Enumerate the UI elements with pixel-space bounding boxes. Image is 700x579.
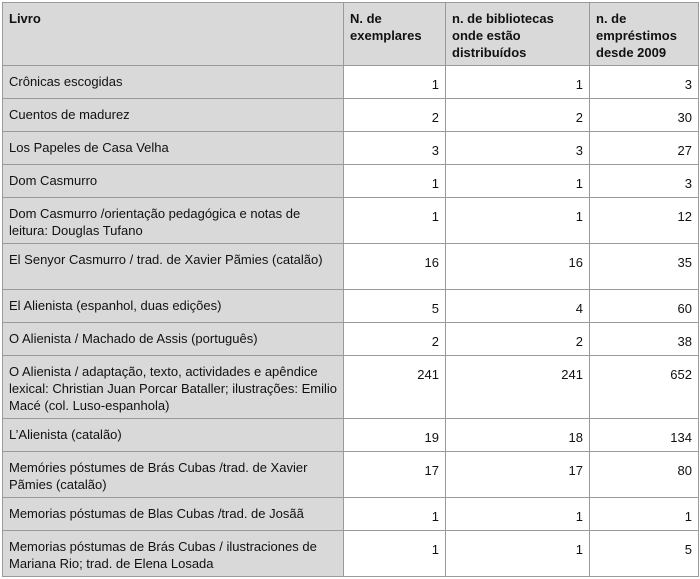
header-libraries: n. de bibliotecas onde estão distribuídos	[446, 3, 590, 66]
loans-count: 12	[590, 198, 699, 244]
table-row	[3, 498, 699, 531]
book-title: L’Alienista (catalão)	[3, 419, 344, 452]
libraries-count: 241	[446, 356, 590, 419]
loans-count: 3	[590, 165, 699, 198]
table-row	[3, 290, 699, 323]
loans-count: 3	[590, 66, 699, 99]
book-title: O Alienista / Machado de Assis (português)	[3, 323, 344, 356]
book-title: Memóries póstumes de Brás Cubas /trad. de Xavier Pãmies (catalão)	[3, 452, 344, 498]
table-row	[3, 323, 699, 356]
copies-count: 5	[344, 290, 446, 323]
libraries-count: 1	[446, 66, 590, 99]
copies-count: 1	[344, 498, 446, 531]
loans-count: 1	[590, 498, 699, 531]
loans-count: 38	[590, 323, 699, 356]
loans-count: 134	[590, 419, 699, 452]
book-title: El Senyor Casmurro / trad. de Xavier Pãmies (catalão)	[3, 244, 344, 290]
libraries-count: 1	[446, 198, 590, 244]
libraries-count: 2	[446, 99, 590, 132]
table-row	[3, 419, 699, 452]
book-title: Memorias póstumas de Brás Cubas / ilustraciones de Mariana Rio; trad. de Elena Losada	[3, 531, 344, 577]
libraries-count: 1	[446, 165, 590, 198]
libraries-count: 18	[446, 419, 590, 452]
loans-count: 35	[590, 244, 699, 290]
copies-count: 1	[344, 165, 446, 198]
copies-count: 2	[344, 99, 446, 132]
table-row	[3, 452, 699, 498]
table-row	[3, 66, 699, 99]
header-book: Livro	[3, 3, 344, 66]
header-loans: n. de empréstimos desde 2009	[590, 3, 699, 66]
loans-count: 80	[590, 452, 699, 498]
loans-count: 60	[590, 290, 699, 323]
book-title: Dom Casmurro	[3, 165, 344, 198]
book-title: El Alienista (espanhol, duas edições)	[3, 290, 344, 323]
book-title: Dom Casmurro /orientação pedagógica e notas de leitura: Douglas Tufano	[3, 198, 344, 244]
table-row	[3, 356, 699, 419]
libraries-count: 16	[446, 244, 590, 290]
book-title: Memorias póstumas de Blas Cubas /trad. de Josãã	[3, 498, 344, 531]
copies-count: 19	[344, 419, 446, 452]
libraries-count: 4	[446, 290, 590, 323]
copies-count: 2	[344, 323, 446, 356]
table-row	[3, 244, 699, 290]
table-row	[3, 531, 699, 577]
copies-count: 17	[344, 452, 446, 498]
table-row	[3, 132, 699, 165]
libraries-count: 2	[446, 323, 590, 356]
copies-count: 1	[344, 198, 446, 244]
loans-count: 30	[590, 99, 699, 132]
copies-count: 3	[344, 132, 446, 165]
loans-count: 652	[590, 356, 699, 419]
libraries-count: 17	[446, 452, 590, 498]
book-title: Los Papeles de Casa Velha	[3, 132, 344, 165]
book-title: Crônicas escogidas	[3, 66, 344, 99]
copies-count: 1	[344, 531, 446, 577]
book-title: O Alienista / adaptação, texto, actividades e apêndice lexical: Christian Juan Porcar Bataller; ilustrações: Emilio Macé (col. Luso-espanhola)	[3, 356, 344, 419]
header-copies: N. de exemplares	[344, 3, 446, 66]
copies-count: 241	[344, 356, 446, 419]
libraries-count: 1	[446, 498, 590, 531]
libraries-count: 1	[446, 531, 590, 577]
loans-table	[2, 2, 699, 577]
loans-count: 5	[590, 531, 699, 577]
table-row	[3, 165, 699, 198]
table-row	[3, 99, 699, 132]
libraries-count: 3	[446, 132, 590, 165]
header-row	[3, 3, 699, 66]
copies-count: 16	[344, 244, 446, 290]
loans-count: 27	[590, 132, 699, 165]
book-title: Cuentos de madurez	[3, 99, 344, 132]
copies-count: 1	[344, 66, 446, 99]
table-row	[3, 198, 699, 244]
